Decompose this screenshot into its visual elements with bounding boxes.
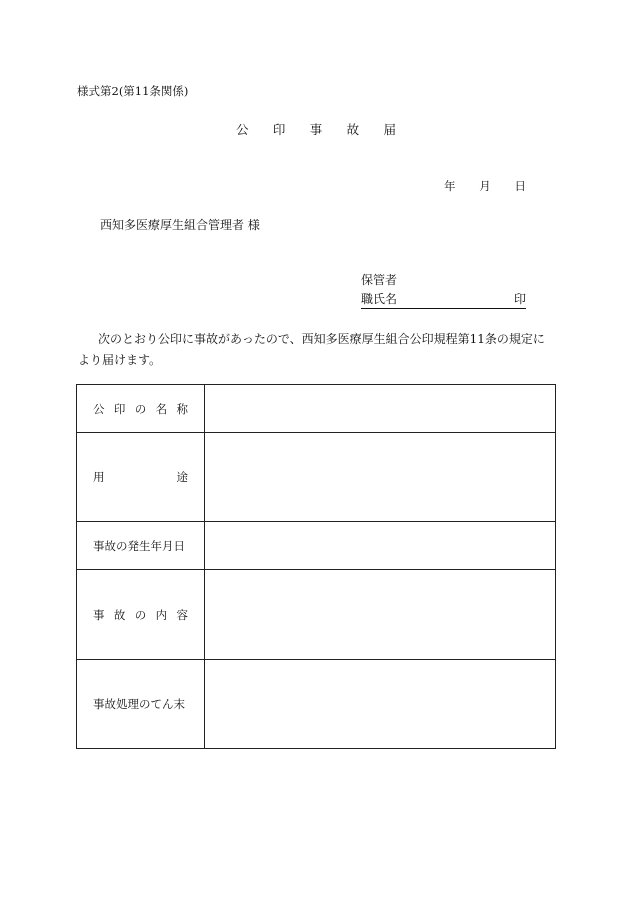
name-signature-line[interactable] bbox=[361, 293, 526, 309]
addressee: 西知多医療厚生組合管理者 様 bbox=[100, 218, 260, 232]
seal-name-field[interactable] bbox=[205, 385, 556, 433]
incident-date-label: 事故の発生年月日 bbox=[77, 522, 205, 570]
table-row bbox=[77, 385, 556, 433]
incident-details-field[interactable] bbox=[205, 570, 556, 660]
purpose-field[interactable] bbox=[205, 433, 556, 522]
incident-handling-field[interactable] bbox=[205, 660, 556, 749]
name-label: 職氏名 bbox=[361, 292, 398, 306]
table-row bbox=[77, 433, 556, 522]
title-char: 事 bbox=[309, 122, 323, 137]
incident-date-field[interactable] bbox=[205, 522, 556, 570]
title-char: 届 bbox=[383, 122, 396, 137]
incident-form-table bbox=[76, 384, 556, 749]
document-title bbox=[236, 124, 396, 137]
date-line bbox=[444, 181, 526, 193]
purpose-label: 用 途 bbox=[77, 433, 205, 522]
incident-handling-label: 事故処理のてん末 bbox=[77, 660, 205, 749]
incident-details-label: 事 故 の 内 容 bbox=[77, 570, 205, 660]
table-row bbox=[77, 660, 556, 749]
body-text: 次のとおり公印に事故があったので、西知多医療厚生組合公印規程第11条の規定により届けます。 bbox=[78, 332, 545, 367]
month-label: 月 bbox=[479, 179, 491, 193]
title-char: 印 bbox=[272, 122, 286, 137]
form-number: 様式第2(第11条関係) bbox=[77, 84, 189, 98]
day-label: 日 bbox=[514, 179, 526, 193]
title-char: 公 bbox=[236, 122, 249, 137]
table-row bbox=[77, 570, 556, 660]
table-row bbox=[77, 522, 556, 570]
holder-label: 保管者 bbox=[361, 273, 398, 287]
title-char: 故 bbox=[346, 122, 360, 137]
seal-label: 印 bbox=[513, 292, 526, 306]
year-label: 年 bbox=[444, 179, 456, 193]
seal-name-label: 公 印 の 名 称 bbox=[77, 385, 205, 433]
